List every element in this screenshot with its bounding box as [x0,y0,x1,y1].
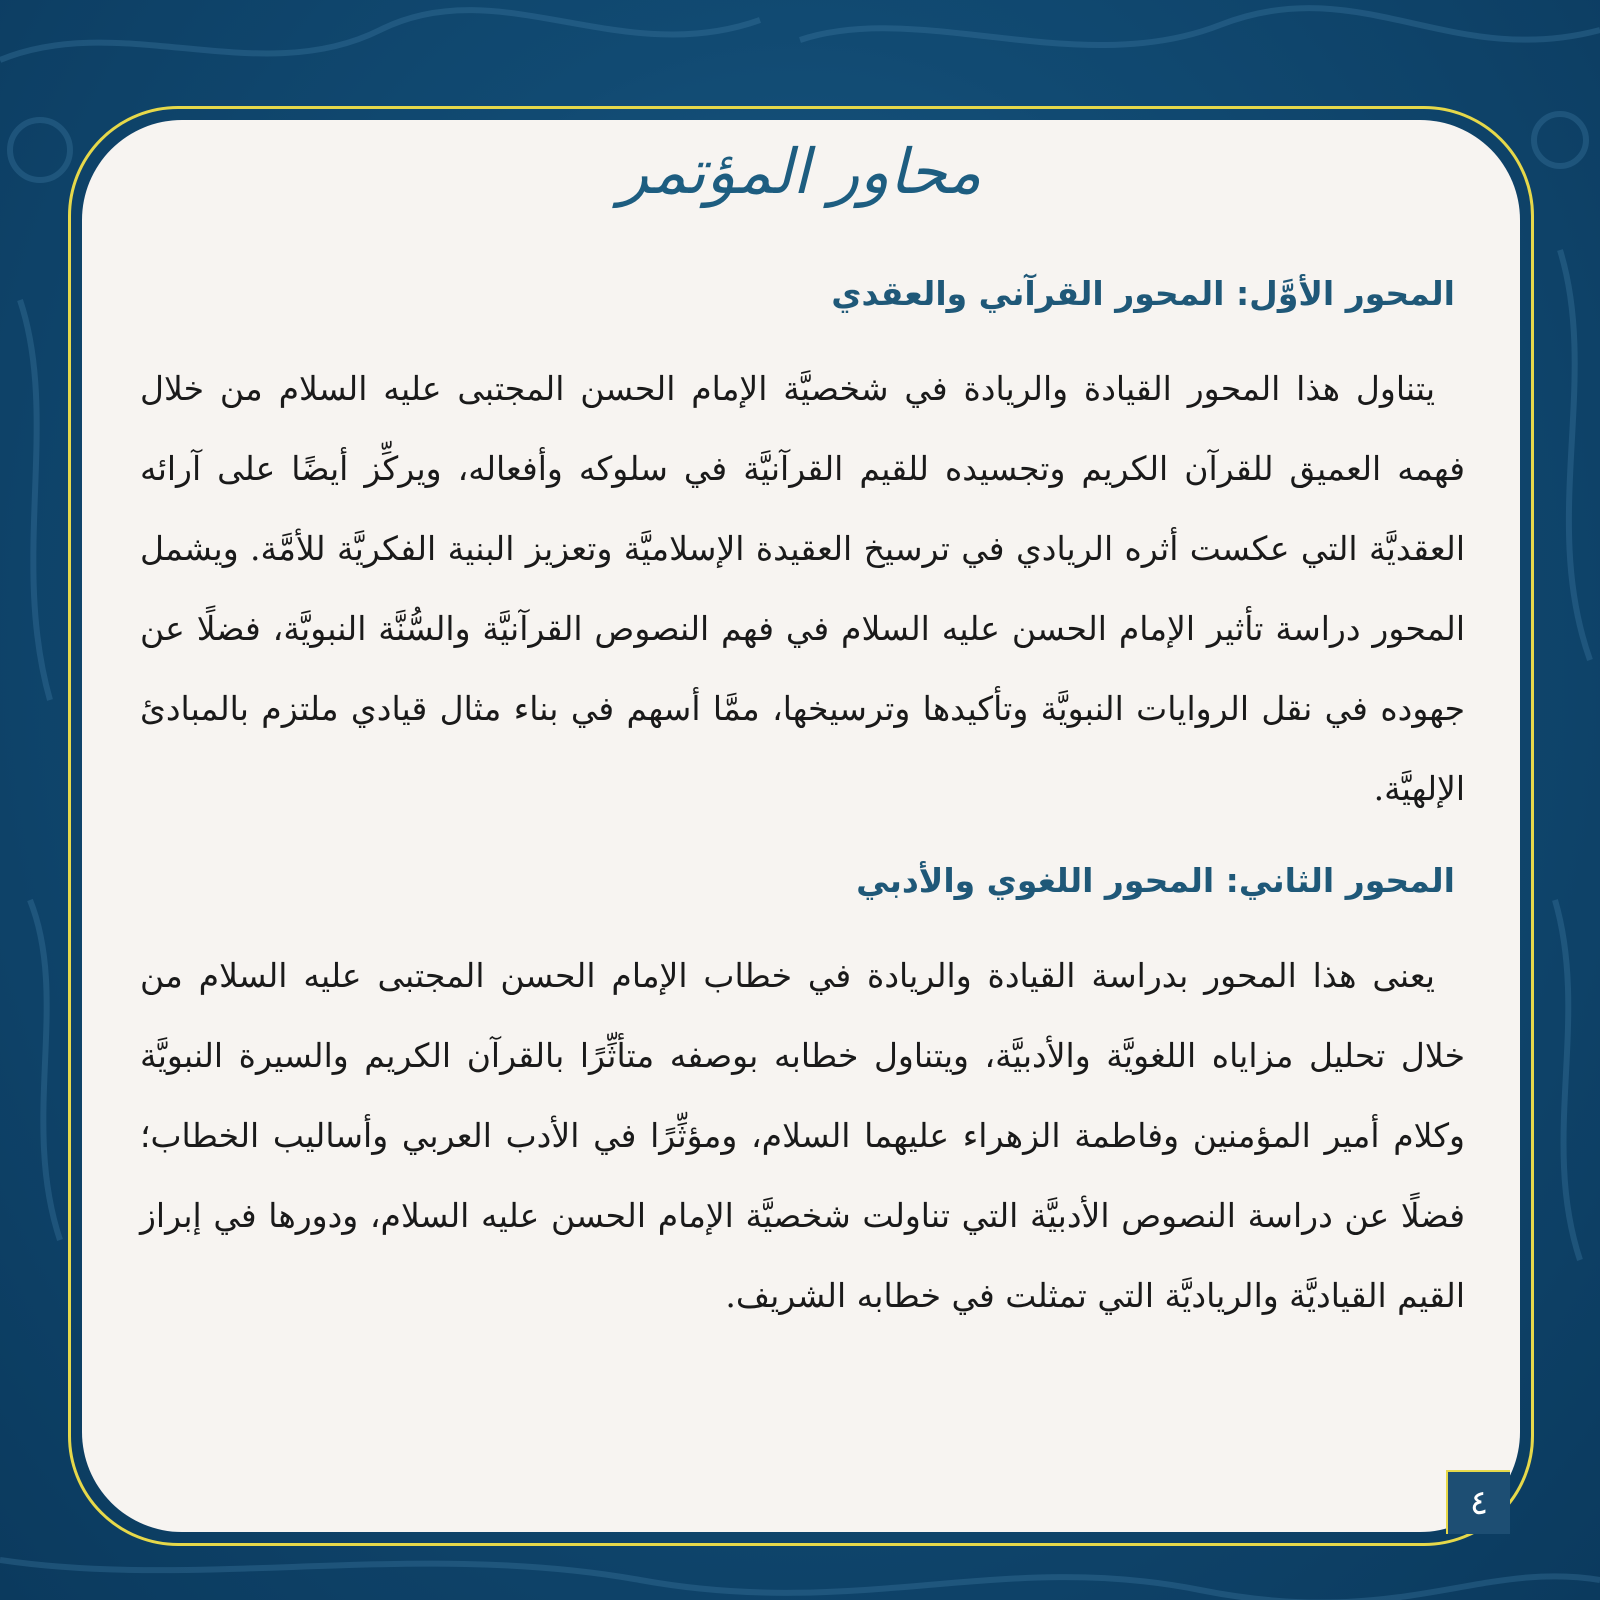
axis-heading-second: المحور الثاني: المحور اللغوي والأدبي [856,860,1455,900]
axis-paragraph-first: يتناول هذا المحور القيادة والريادة في شخصيَّة الإمام الحسن المجتبى عليه السلام من خلال فهمه العميق للقرآن الكريم وتجسيده للقيم القرآنيَّة في سلوكه وأفعاله، ويركِّز أيضًا على آرائه العقديَّة التي عكست أثره الريادي في ترسيخ العقيدة الإسلاميَّة وتعزيز البنية الفكريَّة للأمَّة. ويشمل المحور دراسة تأثير الإمام الحسن عليه السلام في فهم النصوص القرآنيَّة والسُّنَّة النبويَّة، فضلًا عن جهوده في نقل الروايات النبويَّة وتأكيدها وترسيخها، ممَّا أسهم في بناء مثال قيادي ملتزم بالمبادئ الإلهيَّة. [140,368,1465,808]
page-title: محاور المؤتمر [618,135,982,208]
page-number-badge: ٤ [1446,1470,1510,1534]
document-body [140,268,1465,1336]
axis-heading-first: المحور الأوَّل: المحور القرآني والعقدي [831,274,1455,313]
axis-paragraph-second: يعنى هذا المحور بدراسة القيادة والريادة في خطاب الإمام الحسن المجتبى عليه السلام من خلال تحليل مزاياه اللغويَّة والأدبيَّة، ويتناول خطابه بوصفه متأثِّرًا بالقرآن الكريم والسيرة النبويَّة وكلام أمير المؤمنين وفاطمة الزهراء عليهما السلام، ومؤثِّرًا في الأدب العربي وأساليب الخطاب؛ فضلًا عن دراسة النصوص الأدبيَّة التي تناولت شخصيَّة الإمام الحسن عليه السلام، ودورها في إبراز القيم القياديَّة والرياديَّة التي تمثلت في خطابه الشريف. [140,955,1465,1315]
